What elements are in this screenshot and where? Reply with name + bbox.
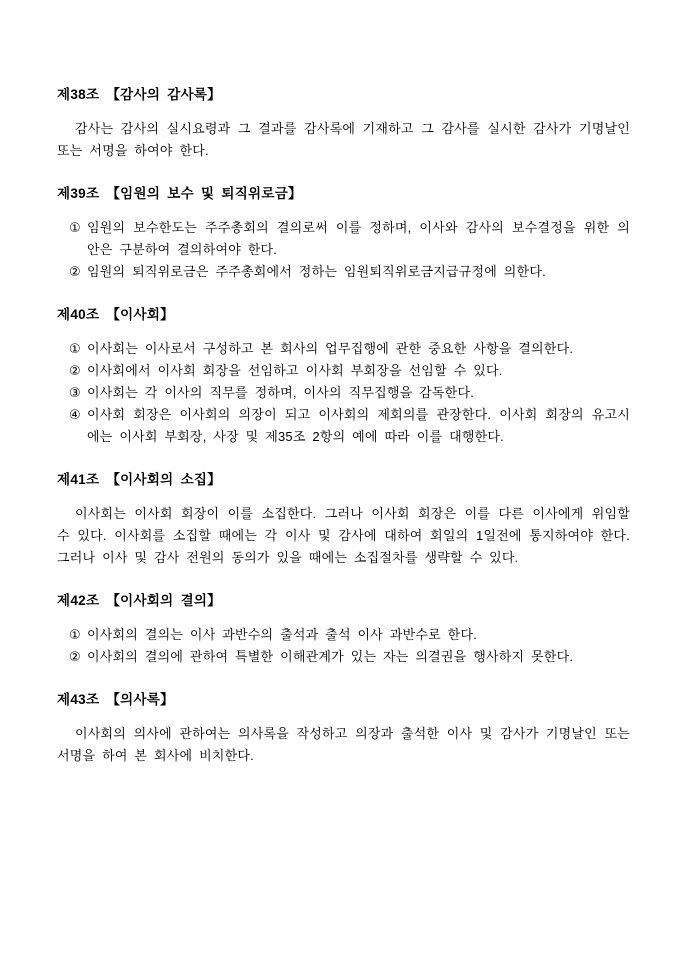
clause-text: 이사회의 결의는 이사 과반수의 출석과 출석 이사 과반수로 한다. [87, 627, 478, 642]
article-body: 이사회의 의사에 관하여는 의사록을 작성하고 의장과 출석한 이사 및 감사가 기명날인 또는 서명을 하여 본 회사에 비치한다. [57, 726, 630, 763]
clause-text: 이사회는 각 이사의 직무를 정하며, 이사의 직무집행을 감독한다. [87, 385, 475, 400]
clause-item [57, 646, 630, 668]
clause-list [57, 338, 630, 448]
clause-item [57, 404, 630, 448]
clause-item [57, 217, 630, 261]
article-42 [57, 590, 630, 668]
article-41 [57, 469, 630, 569]
clause-item [57, 338, 630, 360]
clause-number: ② [69, 363, 81, 378]
article-heading: 제40조 【이사회】 [57, 307, 174, 322]
article-39 [57, 183, 630, 283]
article-body: 이사회는 이사회 회장이 이를 소집한다. 그러나 이사회 회장은 이를 다른 이사에게 위임할 수 있다. 이사회를 소집할 때에는 각 이사 및 감사에 대하여 회일의 1일전에 통지하여야 한다. 그러나 이사 및 감사 전원의 동의가 있을 때에는 소집절차를 생략할 수 있다. [57, 506, 630, 565]
clause-number: ① [69, 220, 81, 235]
clause-item [57, 261, 630, 283]
clause-text: 이사회의 결의에 관하여 특별한 이해관계가 있는 자는 의결권을 행사하지 못한다. [87, 649, 574, 664]
clause-number: ④ [69, 407, 81, 422]
article-heading: 제43조 【의사록】 [57, 692, 174, 707]
clause-number: ① [69, 627, 81, 642]
article-body: 감사는 감사의 실시요령과 그 결과를 감사록에 기재하고 그 감사를 실시한 감사가 기명날인 또는 서명을 하여야 한다. [57, 121, 630, 158]
article-40 [57, 304, 630, 448]
clause-text: 이사회에서 이사회 회장을 선임하고 이사회 부회장을 선임할 수 있다. [87, 363, 503, 378]
article-heading: 제38조 【감사의 감사록】 [57, 87, 222, 102]
clause-number: ② [69, 649, 81, 664]
clause-list [57, 217, 630, 283]
clause-item [57, 624, 630, 646]
clause-list [57, 624, 630, 668]
clause-number: ② [69, 264, 81, 279]
clause-item [57, 382, 630, 404]
article-heading: 제39조 【임원의 보수 및 퇴직위로금】 [57, 186, 302, 201]
clause-text: 임원의 보수한도는 주주총회의 결의로써 이를 정하며, 이사와 감사의 보수결정을 위한 의안은 구분하여 결의하여야 한다. [87, 220, 630, 257]
article-heading: 제41조 【이사회의 소집】 [57, 472, 222, 487]
article-heading: 제42조 【이사회의 결의】 [57, 593, 222, 608]
clause-number: ③ [69, 385, 81, 400]
article-43 [57, 689, 630, 767]
clause-text: 이사회는 이사로서 구성하고 본 회사의 업무집행에 관한 중요한 사항을 결의한다. [87, 341, 574, 356]
article-38 [57, 84, 630, 162]
clause-text: 임원의 퇴직위로금은 주주총회에서 정하는 임원퇴직위로금지급규정에 의한다. [87, 264, 546, 279]
clause-text: 이사회 회장은 이사회의 의장이 되고 이사회의 제회의를 관장한다. 이사회 회장의 유고시에는 이사회 부회장, 사장 및 제35조 2항의 예에 따라 이를 대행한다. [87, 407, 630, 444]
clause-number: ① [69, 341, 81, 356]
clause-item [57, 360, 630, 382]
